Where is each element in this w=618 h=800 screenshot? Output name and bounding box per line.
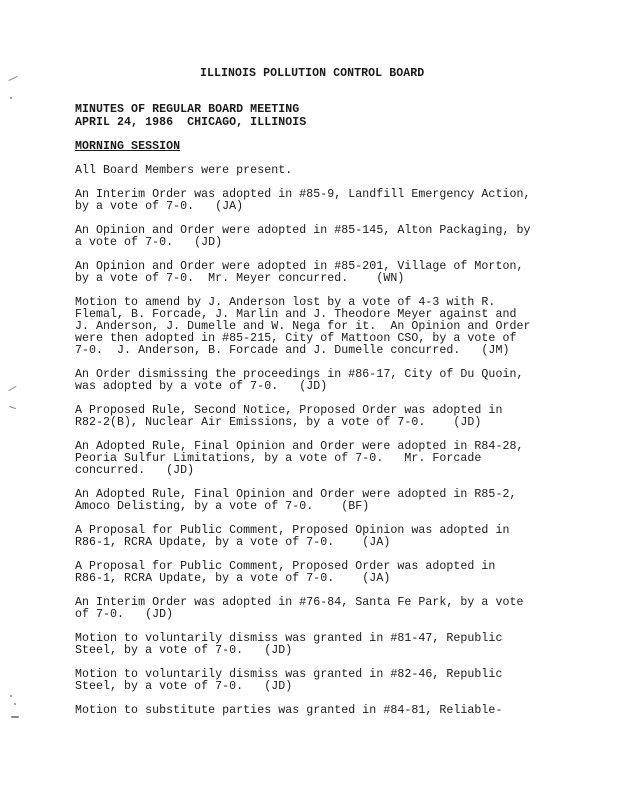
paragraph-line: Motion to substitute parties was granted in #84-81, Reliable-: [75, 704, 503, 717]
paragraph-line: An Opinion and Order were adopted in #85-201, Village of Morton,: [75, 260, 524, 273]
paragraph-line: Flemal, B. Forcade, J. Marlin and J. Theodore Meyer against and: [75, 308, 517, 321]
document-title: ILLINOIS POLLUTION CONTROL BOARD: [200, 67, 425, 80]
paragraph-line: by a vote of 7-0. (JA): [75, 200, 244, 213]
paragraph-line: R86-1, RCRA Update, by a vote of 7-0. (JA): [75, 572, 391, 585]
paragraph-line: An Interim Order was adopted in #85-9, Landfill Emergency Action,: [75, 188, 531, 201]
paragraph-line: Amoco Delisting, by a vote of 7-0. (BF): [75, 500, 370, 513]
paragraph-line: An Adopted Rule, Final Opinion and Order were adopted in R85-2,: [75, 488, 517, 501]
paragraph-line: An Opinion and Order were adopted in #85-145, Alton Packaging, by: [75, 224, 531, 237]
scan-speck: [10, 97, 12, 99]
scan-speck: [10, 695, 12, 697]
paragraph-line: R86-1, RCRA Update, by a vote of 7-0. (JA): [75, 536, 391, 549]
paragraph-line: Peoria Sulfur Limitations, by a vote of 7-0. Mr. Forcade: [75, 452, 482, 465]
paragraph-line: by a vote of 7-0. Mr. Meyer concurred. (WN): [75, 272, 405, 285]
paragraph-line: Motion to voluntarily dismiss was granted in #82-46, Republic: [75, 668, 503, 681]
paragraph-line: An Adopted Rule, Final Opinion and Order were adopted in R84-28,: [75, 440, 524, 453]
paragraph-line: All Board Members were present.: [75, 164, 293, 177]
paragraph-line: A Proposed Rule, Second Notice, Proposed Order was adopted in: [75, 404, 503, 417]
paragraph-line: A Proposal for Public Comment, Proposed Opinion was adopted in: [75, 524, 510, 537]
paragraph-line: An Interim Order was adopted in #76-84, Santa Fe Park, by a vote: [75, 596, 524, 609]
paragraph-line: Motion to voluntarily dismiss was granted in #81-47, Republic: [75, 632, 503, 645]
paragraph-line: were then adopted in #85-215, City of Mattoon CSO, by a vote of: [75, 332, 517, 345]
paragraph-line: J. Anderson, J. Dumelle and W. Nega for it. An Opinion and Order: [75, 320, 531, 333]
paragraph-line: R82-2(B), Nuclear Air Emissions, by a vote of 7-0. (JD): [75, 416, 482, 429]
scan-speck: [8, 386, 16, 391]
section-heading: MORNING SESSION: [75, 140, 181, 153]
paragraph-line: 7-0. J. Anderson, B. Forcade and J. Dumelle concurred. (JM): [75, 344, 510, 357]
paragraph-line: Motion to amend by J. Anderson lost by a vote of 4-3 with R.: [75, 296, 496, 309]
paragraph-line: Steel, by a vote of 7-0. (JD): [75, 680, 293, 693]
scan-speck: [8, 76, 17, 81]
scan-speck: [9, 406, 16, 409]
paragraph-line: of 7-0. (JD): [75, 608, 174, 621]
paragraph-line: Steel, by a vote of 7-0. (JD): [75, 644, 293, 657]
paragraph-line: was adopted by a vote of 7-0. (JD): [75, 380, 328, 393]
scan-speck: [14, 703, 16, 705]
paragraph-line: A Proposal for Public Comment, Proposed Order was adopted in: [75, 560, 496, 573]
paragraph-line: a vote of 7-0. (JD): [75, 236, 223, 249]
paragraph-line: concurred. (JD): [75, 464, 195, 477]
paragraph-line: An Order dismissing the proceedings in #86-17, City of Du Quoin,: [75, 368, 524, 381]
header-line-2: APRIL 24, 1986 CHICAGO, ILLINOIS: [75, 116, 307, 129]
scan-speck: [11, 716, 19, 718]
header-line-1: MINUTES OF REGULAR BOARD MEETING: [75, 103, 300, 116]
